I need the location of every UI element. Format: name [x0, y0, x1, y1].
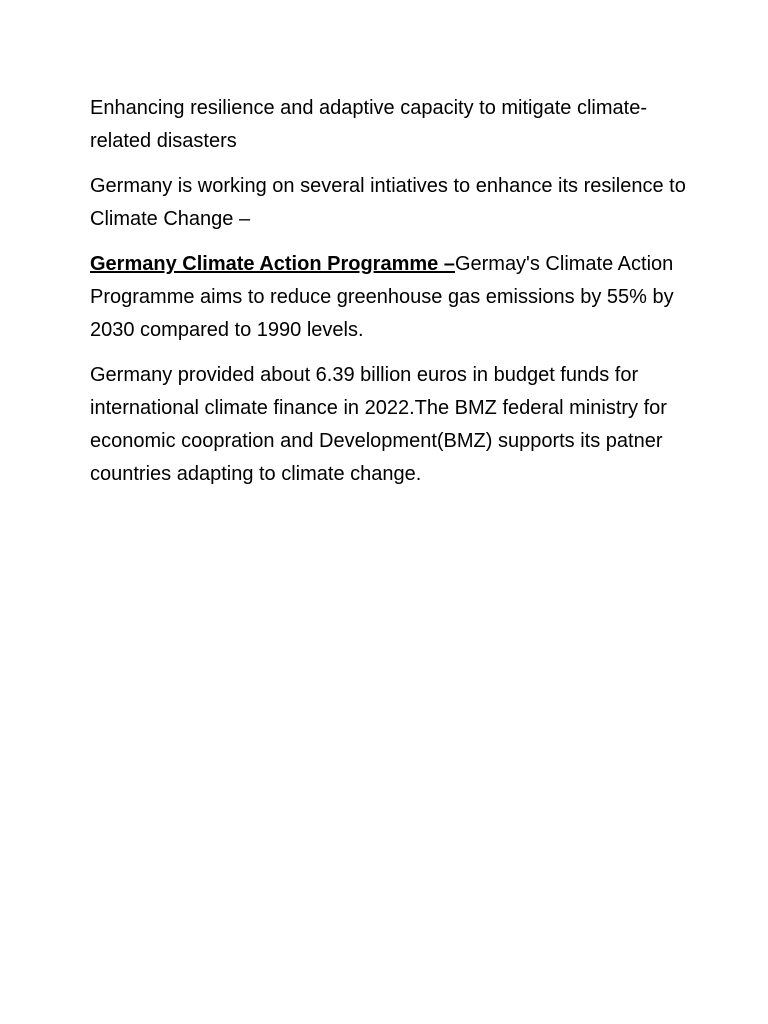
paragraph-climate-action-programme — [90, 248, 690, 347]
paragraph-text: Germay's Climate Action Programme aims to reduce greenhouse gas emissions by 55% by 2030 compared to 1990 levels. — [90, 253, 674, 341]
document-body — [90, 92, 690, 503]
paragraph-initiatives — [90, 170, 690, 236]
paragraph-text: Germany provided about 6.39 billion euros in budget funds for international climate finance in 2022.The BMZ federal ministry for economic coopration and Development(BMZ) supports its patner countries adapting to climate change. — [90, 364, 667, 485]
paragraph-text: Enhancing resilience and adaptive capacity to mitigate climate-related disasters — [90, 97, 647, 152]
paragraph-intro-title — [90, 92, 690, 158]
paragraph-text: Germany is working on several intiatives to enhance its resilence to Climate Change – — [90, 175, 686, 230]
inline-heading: Germany Climate Action Programme – — [90, 253, 455, 275]
paragraph-climate-finance — [90, 359, 690, 491]
